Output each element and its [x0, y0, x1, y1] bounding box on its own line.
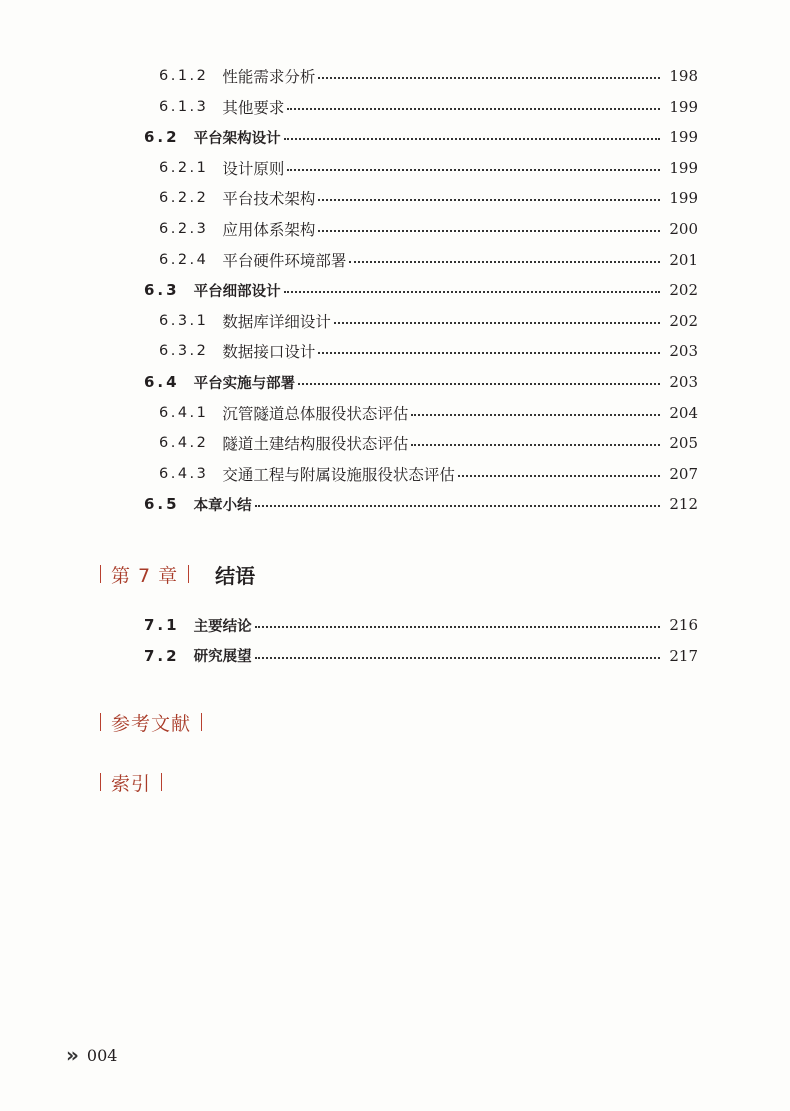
section-number: 6.2.3 [159, 221, 209, 237]
page-ref: 199 [669, 128, 698, 147]
dot-leader [284, 138, 660, 140]
page-ref: 205 [669, 434, 698, 453]
dot-leader [255, 657, 660, 659]
page-footer [66, 1043, 117, 1067]
page-ref: 202 [669, 281, 698, 300]
section-title: 本章小结 [193, 497, 252, 514]
section-title: 平台技术架构 [222, 190, 316, 209]
chapter-7-heading [100, 558, 255, 590]
section-title: 数据库详细设计 [222, 312, 331, 331]
dot-leader [318, 352, 660, 354]
page-ref: 199 [669, 158, 698, 177]
section-number: 6.3 [144, 281, 180, 300]
section-title: 交通工程与附属设施服役状态评估 [222, 465, 455, 484]
dot-leader [411, 444, 660, 446]
references-label: 参考文献 [111, 712, 192, 735]
page-ref: 199 [669, 97, 698, 116]
section-number: 6.4.1 [159, 404, 209, 421]
toc-entry[interactable] [0, 610, 790, 640]
section-number: 7.2 [144, 646, 180, 665]
section-title: 平台实施与部署 [193, 375, 296, 392]
toc-entry[interactable] [0, 183, 790, 213]
references-heading [100, 706, 202, 738]
section-number: 6.3.1 [159, 312, 209, 329]
section-number: 6.4 [144, 373, 180, 391]
page-ref: 200 [669, 220, 698, 238]
dot-leader [298, 383, 660, 385]
toc-entry[interactable] [0, 398, 790, 428]
index-heading [100, 766, 162, 798]
section-title: 隧道土建结构服役状态评估 [222, 435, 409, 454]
toc-entry[interactable] [0, 61, 790, 91]
chapter-label: 第 7 章 [111, 564, 179, 587]
section-number: 6.2.1 [159, 159, 209, 176]
section-number: 6.2.2 [159, 190, 209, 207]
dot-leader [287, 108, 660, 110]
page-ref: 217 [669, 646, 698, 665]
section-title: 平台细部设计 [193, 283, 281, 300]
section-title: 沉管隧道总体服役状态评估 [222, 404, 409, 423]
section-number: 6.2 [144, 128, 180, 147]
section-title: 其他要求 [222, 98, 285, 117]
page-ref: 216 [669, 616, 698, 634]
dot-leader [411, 414, 660, 416]
chevron-right-icon: » [66, 1043, 79, 1067]
page-ref: 212 [669, 495, 698, 514]
right-bar [188, 565, 189, 583]
section-title: 主要结论 [193, 618, 252, 635]
section-number: 6.5 [144, 495, 180, 514]
toc-entry[interactable] [0, 214, 790, 244]
dot-leader [318, 230, 660, 232]
section-title: 平台硬件环境部署 [222, 251, 347, 270]
toc-entry[interactable] [0, 245, 790, 275]
toc-entry[interactable] [0, 92, 790, 122]
page-ref: 199 [669, 189, 698, 208]
dot-leader [318, 199, 660, 201]
toc-entry[interactable] [0, 306, 790, 336]
section-number: 6.4.3 [159, 465, 209, 482]
page-ref: 198 [669, 67, 698, 85]
dot-leader [284, 291, 660, 293]
index-label: 索引 [111, 772, 152, 795]
section-title: 平台架构设计 [193, 130, 281, 147]
section-number: 6.1.2 [159, 68, 209, 84]
toc-entry[interactable] [0, 275, 790, 305]
toc-entry[interactable] [0, 489, 790, 519]
dot-leader [255, 505, 660, 507]
section-number: 6.2.4 [159, 251, 209, 268]
dot-leader [349, 261, 660, 263]
right-bar [201, 713, 202, 731]
toc-entry[interactable] [0, 428, 790, 458]
section-number: 6.3.2 [159, 343, 209, 360]
dot-leader [255, 626, 660, 628]
page-number: 004 [86, 1045, 118, 1065]
toc-entry[interactable] [0, 153, 790, 183]
section-title: 数据接口设计 [222, 343, 316, 362]
right-bar [161, 773, 162, 791]
dot-leader [318, 77, 660, 79]
section-title: 设计原则 [222, 159, 285, 178]
toc-entry[interactable] [0, 641, 790, 671]
toc-entry[interactable] [0, 122, 790, 152]
dot-leader [287, 169, 660, 171]
page-ref: 201 [669, 250, 698, 269]
page-ref: 203 [669, 373, 698, 391]
dot-leader [334, 322, 660, 324]
dot-leader [458, 475, 660, 477]
section-number: 6.1.3 [159, 98, 209, 115]
page-ref: 202 [669, 311, 698, 330]
section-number: 6.4.2 [159, 435, 209, 452]
page-ref: 207 [669, 464, 698, 483]
chapter-title: 结语 [215, 563, 256, 588]
section-title: 性能需求分析 [222, 68, 316, 86]
section-title: 应用体系架构 [222, 221, 316, 239]
toc-entry[interactable] [0, 367, 790, 397]
page-ref: 203 [669, 342, 698, 361]
section-title: 研究展望 [193, 649, 252, 666]
toc-entry[interactable] [0, 336, 790, 366]
toc-entry[interactable] [0, 459, 790, 489]
section-number: 7.1 [144, 616, 180, 634]
page-ref: 204 [669, 403, 698, 422]
